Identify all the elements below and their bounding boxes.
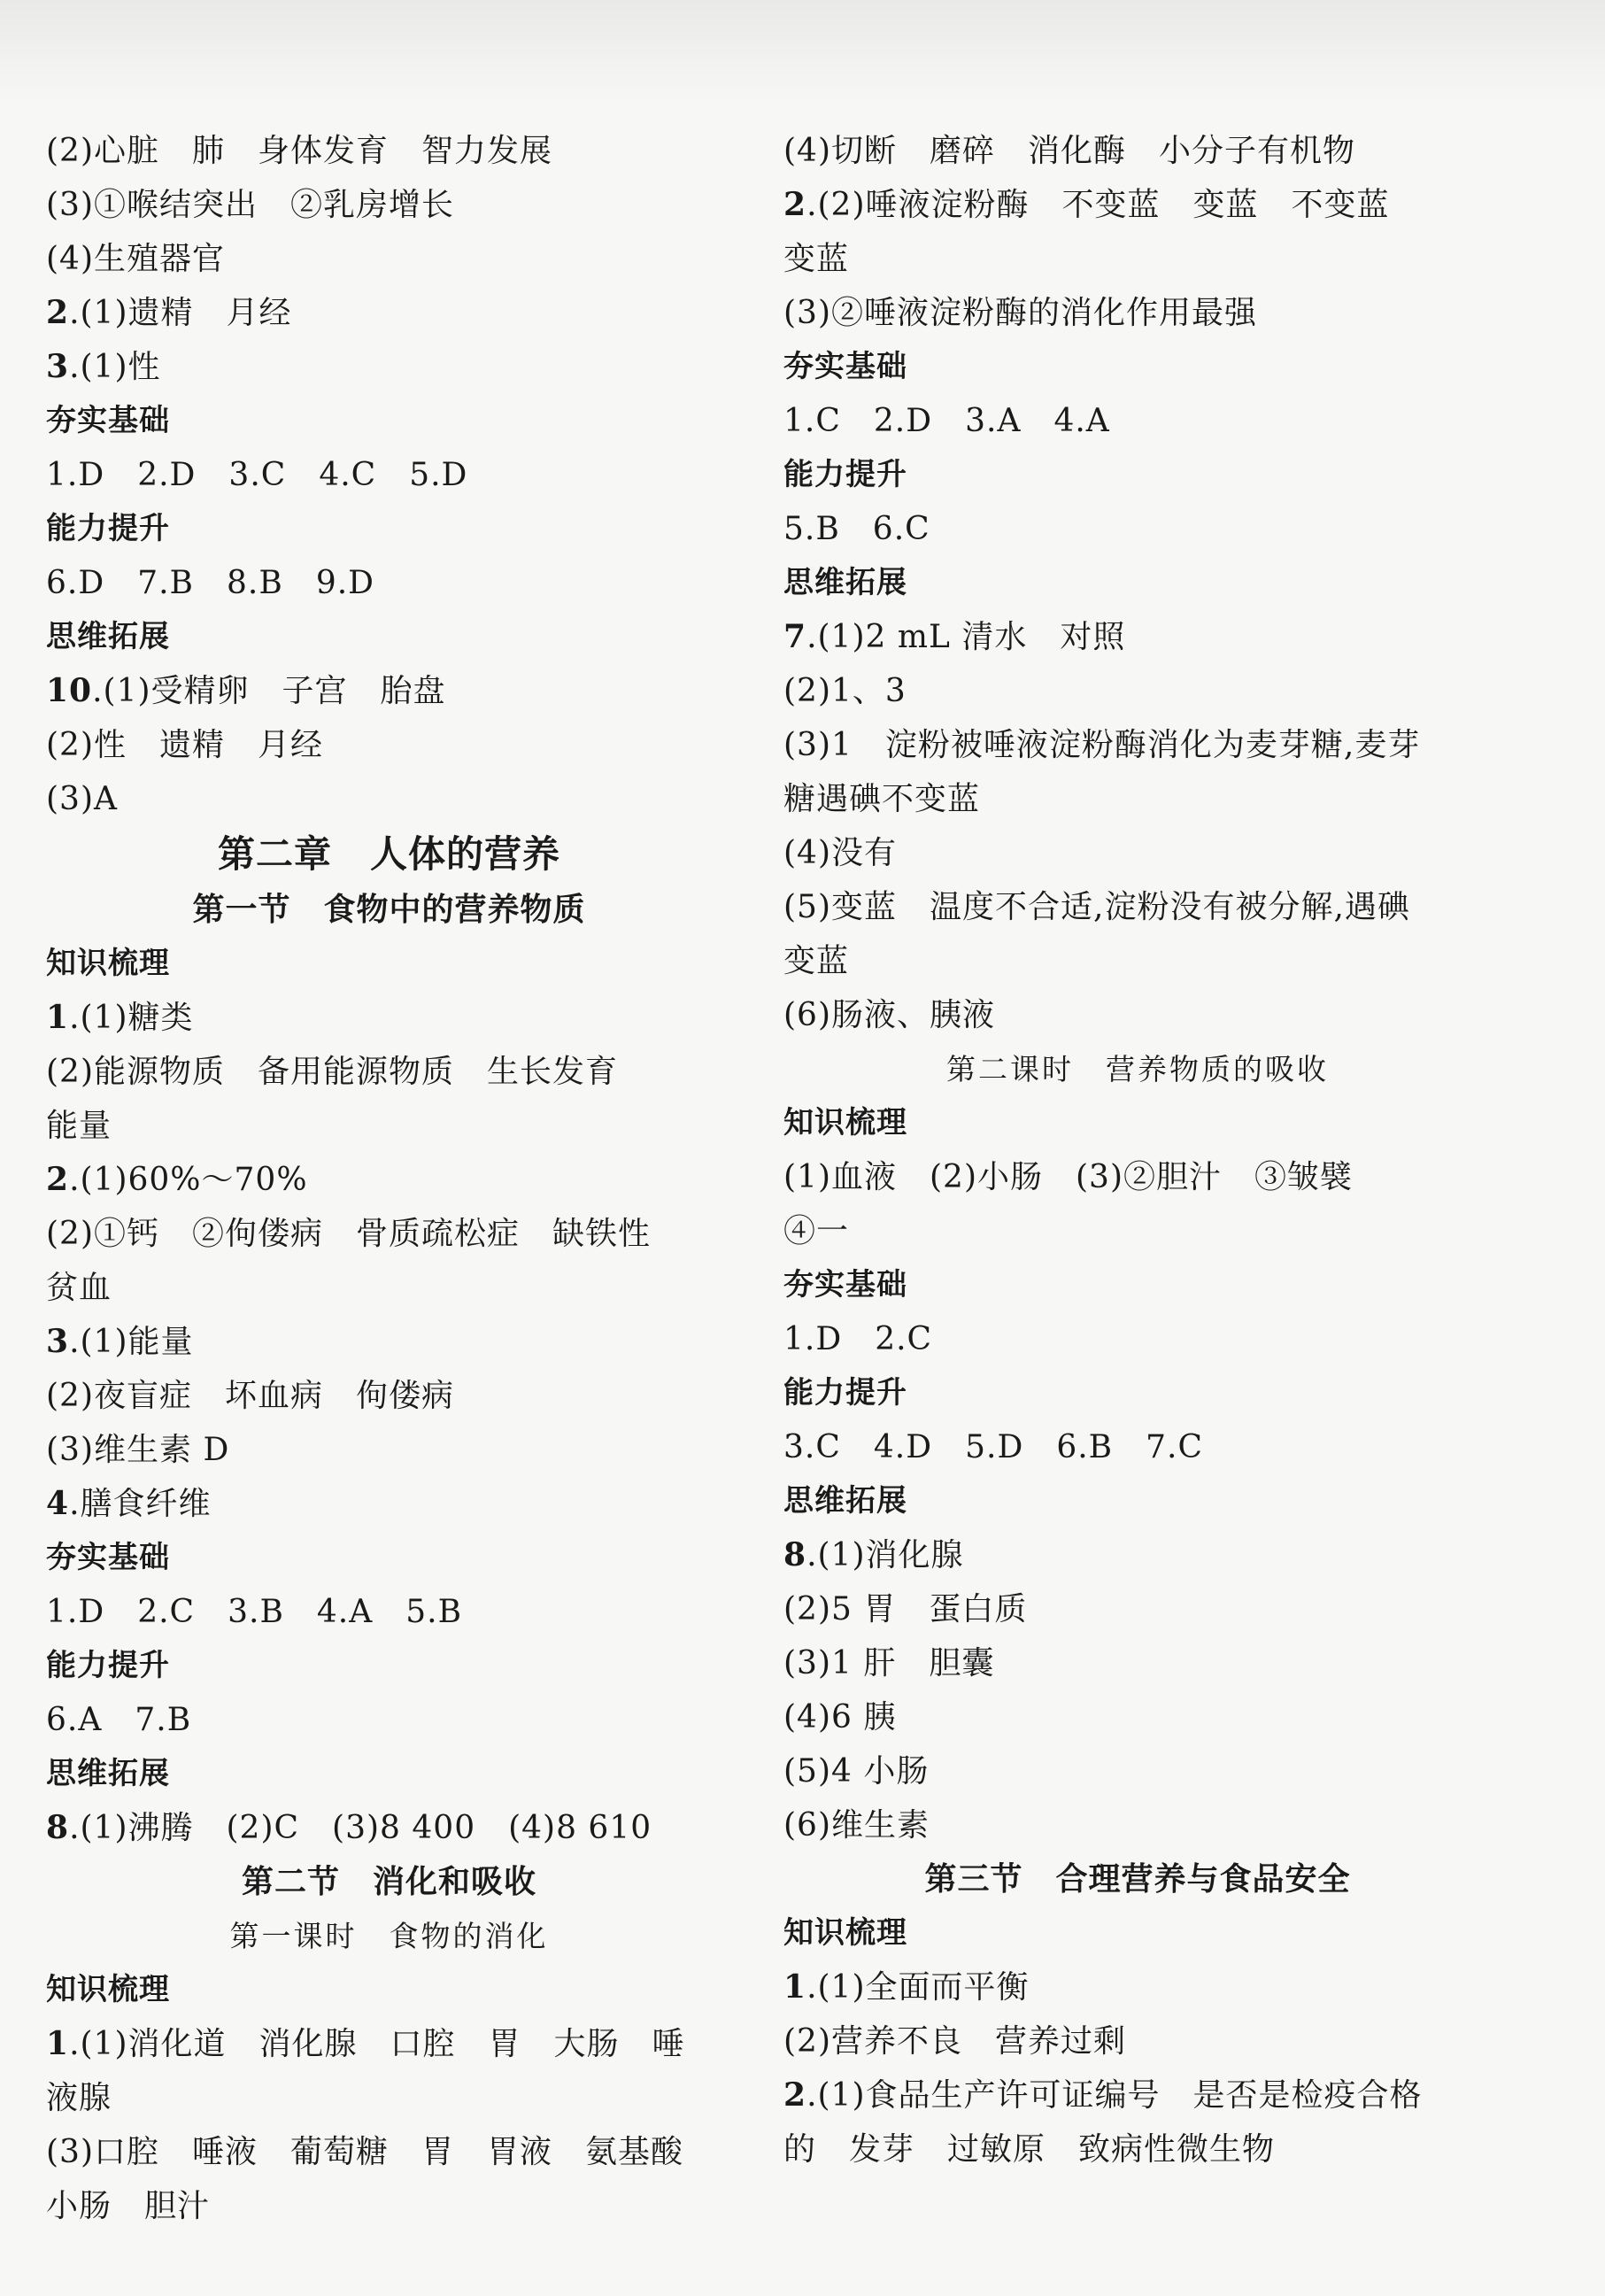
section-title: 第二节 消化和吸收: [241, 1864, 536, 1900]
answer-item: [783, 610, 1492, 664]
answer-line: (4)生殖器官: [46, 241, 225, 277]
item-text: .(1)食品生产许可证编号 是否是检疫合格: [806, 2077, 1423, 2114]
answer-line: (3)维生素 D: [46, 1432, 230, 1468]
item-number: 2: [46, 1161, 70, 1198]
item-text: .(1)能量: [69, 1324, 194, 1360]
item-text: .(1)沸腾 (2)C (3)8 400 (4)8 610: [69, 1810, 652, 1846]
answer-item: [46, 1801, 732, 1855]
section-heading: 能力提升: [783, 1375, 907, 1411]
section-heading: 夯实基础: [46, 403, 170, 438]
page-top-band: [0, 0, 1605, 102]
item-text: .(1)受精卵 子宫 胎盘: [92, 673, 446, 709]
answer-item: [783, 178, 1492, 232]
answer-line: (2)能源物质 备用能源物质 生长发育: [46, 1054, 618, 1090]
answer-line: (2)①钙 ②佝偻病 骨质疏松症 缺铁性: [46, 1216, 651, 1252]
answer-line: 1.D 2.C: [783, 1321, 933, 1357]
section-heading: 夯实基础: [783, 1267, 907, 1303]
item-text: .(1)糖类: [69, 1000, 194, 1036]
answer-item: [783, 1528, 1492, 1582]
answer-line: 变蓝: [783, 241, 850, 277]
item-text: .(2)唾液淀粉酶 不变蓝 变蓝 不变蓝: [806, 187, 1390, 223]
section-heading: 知识梳理: [783, 1105, 907, 1140]
answer-line: 1.D 2.D 3.C 4.C 5.D: [46, 457, 468, 493]
answer-line: 1.D 2.C 3.B 4.A 5.B: [46, 1594, 463, 1630]
answer-item: [783, 1960, 1492, 2014]
item-number: 8: [783, 1536, 807, 1573]
section-heading: 思维拓展: [46, 1756, 170, 1791]
answer-item: [46, 340, 732, 394]
answer-line: (3)口腔 唾液 葡萄糖 胃 胃液 氨基酸: [46, 2134, 683, 2170]
answer-line: (6)肠液、胰液: [783, 997, 995, 1033]
answer-line: (3)1 肝 胆囊: [783, 1645, 995, 1681]
item-number: 1: [783, 1968, 807, 2006]
answer-line: (3)②唾液淀粉酶的消化作用最强: [783, 295, 1257, 331]
answer-line: (3)A: [46, 781, 118, 817]
item-text: .膳食纤维: [69, 1486, 212, 1522]
answer-line: 的 发芽 过敏原 致病性微生物: [783, 2131, 1276, 2168]
item-text: .(1)全面而平衡: [806, 1969, 1030, 2006]
section-heading: 夯实基础: [46, 1540, 170, 1575]
answer-line: (2)5 胃 蛋白质: [783, 1591, 1028, 1627]
item-number: 1: [46, 2025, 70, 2062]
section-heading: 思维拓展: [46, 619, 170, 654]
item-number: 2: [783, 186, 807, 223]
answer-line: 液腺: [46, 2080, 112, 2116]
answer-line: 糖遇碘不变蓝: [783, 781, 981, 817]
item-number: 3: [46, 1323, 70, 1360]
answer-line: (1)血液 (2)小肠 (3)②胆汁 ③皱襞: [783, 1159, 1353, 1195]
section-heading: 能力提升: [46, 1648, 170, 1683]
answer-line: 贫血: [46, 1270, 112, 1306]
lesson-title: 第一课时 食物的消化: [229, 1919, 549, 1953]
item-number: 1: [46, 999, 70, 1036]
item-text: .(1)性: [69, 349, 161, 385]
answer-line: 能量: [46, 1108, 112, 1144]
answer-line: 小肠 胆汁: [46, 2188, 211, 2224]
lesson-title: 第二课时 营养物质的吸收: [946, 1052, 1329, 1086]
item-number: 2: [783, 2076, 807, 2114]
section-heading: 知识梳理: [46, 1972, 170, 2007]
answer-line: 6.D 7.B 8.B 9.D: [46, 565, 375, 601]
right-column: [783, 124, 1492, 2176]
answer-line: (2)1、3: [783, 673, 907, 709]
answer-line: 6.A 7.B: [46, 1702, 192, 1738]
answer-item: [46, 991, 732, 1045]
section-heading: 思维拓展: [783, 1483, 907, 1519]
answer-line: ④一: [783, 1213, 850, 1249]
answer-line: 3.C 4.D 5.D 6.B 7.C: [783, 1429, 1204, 1465]
left-column: [46, 124, 732, 2233]
answer-item: [46, 1315, 732, 1369]
answer-item: [46, 2017, 732, 2071]
answer-line: (2)心脏 肺 身体发育 智力发展: [46, 133, 552, 169]
answer-item: [783, 2068, 1492, 2122]
section-heading: 能力提升: [46, 511, 170, 546]
item-text: .(1)60%～70%: [69, 1162, 308, 1198]
answer-line: 5.B 6.C: [783, 511, 930, 547]
answer-item: [46, 664, 732, 718]
answer-line: (2)性 遗精 月经: [46, 727, 323, 763]
answer-line: (5)变蓝 温度不合适,淀粉没有被分解,遇碘: [783, 889, 1410, 925]
item-number: 7: [783, 618, 807, 655]
answer-item: [46, 286, 732, 340]
section-title: 第一节 食物中的营养物质: [192, 892, 586, 928]
answer-line: (5)4 小肠: [783, 1753, 930, 1790]
answer-line: (4)切断 磨碎 消化酶 小分子有机物: [783, 133, 1355, 169]
answer-line: (3)①喉结突出 ②乳房增长: [46, 187, 454, 223]
item-number: 8: [46, 1809, 70, 1846]
section-heading: 知识梳理: [46, 946, 170, 981]
answer-item: [46, 1477, 732, 1531]
answer-line: (2)夜盲症 坏血病 佝偻病: [46, 1378, 454, 1414]
section-heading: 能力提升: [783, 457, 907, 492]
item-text: .(1)消化腺: [806, 1537, 964, 1573]
section-title: 第三节 合理营养与食品安全: [924, 1861, 1351, 1898]
item-text: .(1)消化道 消化腺 口腔 胃 大肠 唾: [69, 2026, 685, 2062]
answer-line: (4)6 胰: [783, 1699, 897, 1736]
item-text: .(1)遗精 月经: [69, 295, 292, 331]
answer-line: (2)营养不良 营养过剩: [783, 2023, 1126, 2060]
section-heading: 知识梳理: [783, 1915, 907, 1951]
item-number: 2: [46, 294, 70, 331]
item-number: 3: [46, 348, 70, 385]
answer-line: (4)没有: [783, 835, 897, 871]
item-number: 4: [46, 1485, 70, 1522]
section-heading: 夯实基础: [783, 349, 907, 384]
answer-line: 1.C 2.D 3.A 4.A: [783, 403, 1110, 439]
answer-line: (3)1 淀粉被唾液淀粉酶消化为麦芽糖,麦芽: [783, 727, 1421, 763]
item-text: .(1)2 mL 清水 对照: [806, 619, 1126, 655]
answer-line: 变蓝: [783, 943, 850, 979]
answer-item: [46, 1153, 732, 1207]
section-heading: 思维拓展: [783, 565, 907, 600]
item-number: 10: [46, 672, 93, 709]
answer-line: (6)维生素: [783, 1807, 930, 1844]
chapter-title: 第二章 人体的营养: [217, 832, 560, 876]
